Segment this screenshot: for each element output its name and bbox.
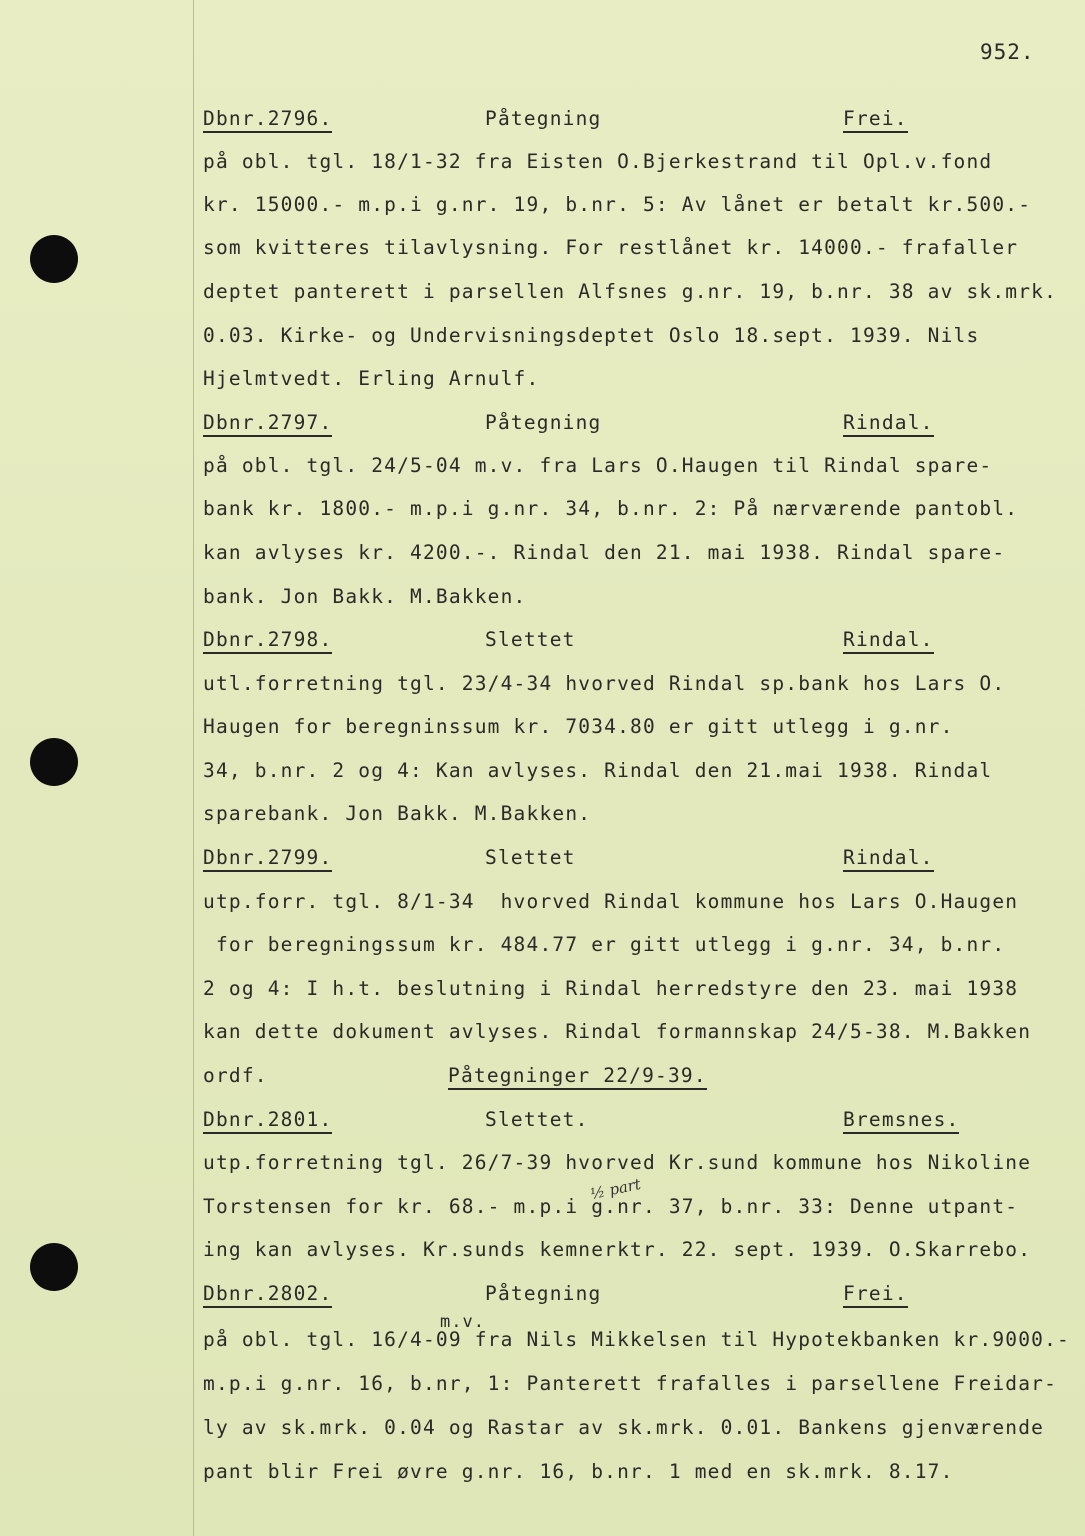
entry-text-line: m.p.i g.nr. 16, b.nr, 1: Panterett frafalles i parsellene Freidar- — [203, 1372, 1058, 1395]
entry-place: Bremsnes. — [843, 1108, 959, 1131]
binder-hole — [30, 235, 78, 283]
entry-text-line: ly av sk.mrk. 0.04 og Rastar av sk.mrk. 0.01. Bankens gjenværende — [203, 1416, 1045, 1439]
entry-number: Dbnr.2801. — [203, 1108, 332, 1131]
entry-text-line: 34, b.nr. 2 og 4: Kan avlyses. Rindal den 21.mai 1938. Rindal — [203, 759, 993, 782]
entry-type: Påtegning — [485, 107, 602, 130]
section-heading: Påtegninger 22/9-39. — [448, 1064, 707, 1087]
binder-hole — [30, 738, 78, 786]
entry-text-line: kr. 15000.- m.p.i g.nr. 19, b.nr. 5: Av lånet er betalt kr.500.- — [203, 193, 1032, 216]
entry-text-line: deptet panterett i parsellen Alfsnes g.nr. 19, b.nr. 38 av sk.mrk. — [203, 280, 1058, 303]
entry-text-line: utl.forretning tgl. 23/4-34 hvorved Rindal sp.bank hos Lars O. — [203, 672, 1006, 695]
entry-number: Dbnr.2796. — [203, 107, 332, 130]
interlinear-insertion: m.v. — [440, 1312, 485, 1332]
entry-text-line: bank kr. 1800.- m.p.i g.nr. 34, b.nr. 2: På nærværende pantobl. — [203, 497, 1019, 520]
entry-text-line: ing kan avlyses. Kr.sunds kemnerktr. 22. sept. 1939. O.Skarrebo. — [203, 1238, 1032, 1261]
handwritten-annotation: ½ part — [588, 1174, 643, 1204]
entry-text-line: 0.03. Kirke- og Undervisningsdeptet Oslo 18.sept. 1939. Nils — [203, 324, 980, 347]
entry-text-line: sparebank. Jon Bakk. M.Bakken. — [203, 802, 592, 825]
entry-text-line: Hjelmtvedt. Erling Arnulf. — [203, 367, 540, 390]
entry-text-line: på obl. tgl. 18/1-32 fra Eisten O.Bjerkestrand til Opl.v.fond — [203, 150, 993, 173]
entry-text-line: 2 og 4: I h.t. beslutning i Rindal herredstyre den 23. mai 1938 — [203, 977, 1019, 1000]
entry-text-line: på obl. tgl. 24/5-04 m.v. fra Lars O.Haugen til Rindal spare- — [203, 454, 993, 477]
entry-text-line: kan avlyses kr. 4200.-. Rindal den 21. mai 1938. Rindal spare- — [203, 541, 1006, 564]
entry-text-line: pant blir Frei øvre g.nr. 16, b.nr. 1 med en sk.mrk. 8.17. — [203, 1460, 954, 1483]
entry-text-line: kan dette dokument avlyses. Rindal formannskap 24/5-38. M.Bakken — [203, 1020, 1032, 1043]
entry-text-line: utp.forr. tgl. 8/1-34 hvorved Rindal kommune hos Lars O.Haugen — [203, 890, 1019, 913]
entry-place: Rindal. — [843, 411, 934, 434]
entry-text-line: bank. Jon Bakk. M.Bakken. — [203, 585, 527, 608]
entry-text-line: for beregningssum kr. 484.77 er gitt utlegg i g.nr. 34, b.nr. — [203, 933, 1006, 956]
entry-type: Slettet. — [485, 1108, 589, 1131]
entry-type: Påtegning — [485, 411, 602, 434]
entry-place: Rindal. — [843, 846, 934, 869]
entry-text-line: Torstensen for kr. 68.- m.p.i g.nr. 37, b.nr. 33: Denne utpant- — [203, 1195, 1019, 1218]
entry-place: Frei. — [843, 107, 908, 130]
entry-number: Dbnr.2799. — [203, 846, 332, 869]
entry-place: Frei. — [843, 1282, 908, 1305]
page-number: 952. — [980, 40, 1035, 64]
entry-place: Rindal. — [843, 628, 934, 651]
entry-text-line: Haugen for beregninssum kr. 7034.80 er gitt utlegg i g.nr. — [203, 715, 954, 738]
entry-text-line: på obl. tgl. 16/4-09 fra Nils Mikkelsen til Hypotekbanken kr.9000.- — [203, 1328, 1070, 1351]
entry-text-line: som kvitteres tilavlysning. For restlånet kr. 14000.- frafaller — [203, 236, 1019, 259]
entry-number: Dbnr.2798. — [203, 628, 332, 651]
entry-type: Slettet — [485, 628, 576, 651]
entry-type: Påtegning — [485, 1282, 602, 1305]
margin-line — [193, 0, 194, 1536]
entry-number: Dbnr.2797. — [203, 411, 332, 434]
entry-text-line: utp.forretning tgl. 26/7-39 hvorved Kr.sund kommune hos Nikoline — [203, 1151, 1032, 1174]
binder-hole — [30, 1243, 78, 1291]
entry-type: Slettet — [485, 846, 576, 869]
entry-text-line: ordf. — [203, 1064, 268, 1087]
entry-number: Dbnr.2802. — [203, 1282, 332, 1305]
